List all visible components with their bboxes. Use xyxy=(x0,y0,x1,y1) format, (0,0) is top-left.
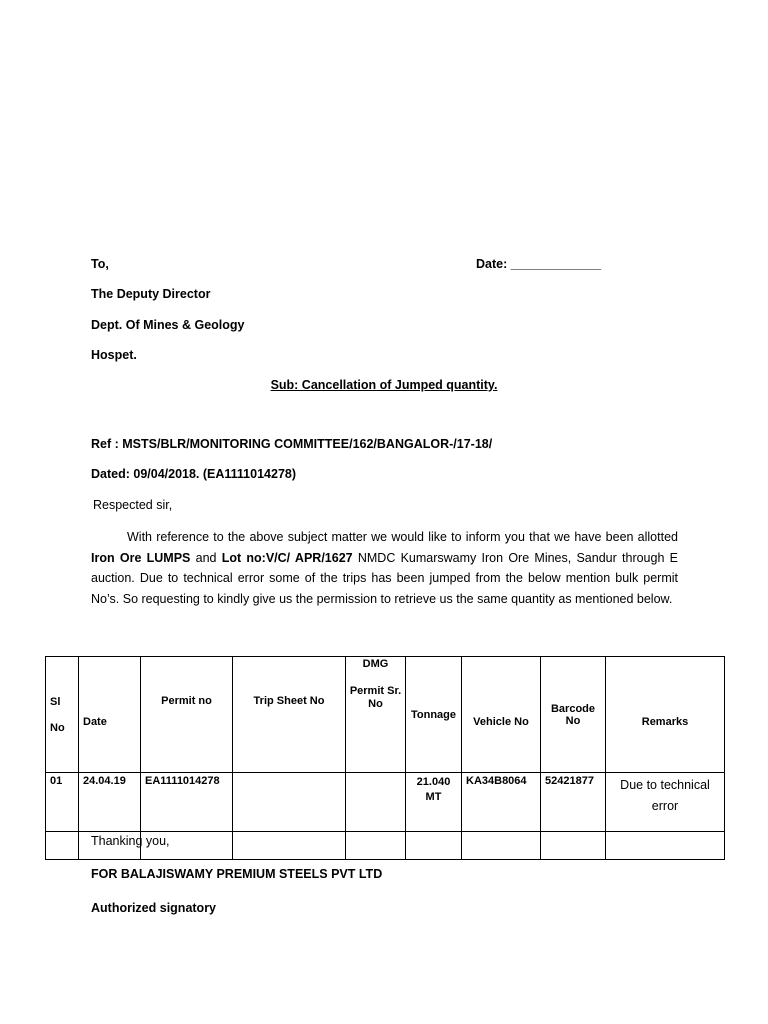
header-dmg xyxy=(346,657,406,773)
date-field: Date: _____________ xyxy=(476,257,602,271)
body-text-3: NMDC Kumarswamy Iron Ore Mines, Sandur through E auction. Due to technical error some of the trips has been jumped from the below mention bulk permit No’s. So requesting to kindly give us the permission to retrieve us the same quantity as mentioned below. xyxy=(91,550,678,606)
cell-remarks: Due to technical error xyxy=(606,773,725,832)
recipient: The Deputy Director xyxy=(91,287,211,301)
header-dmg-2: Permit Sr. No xyxy=(349,685,402,710)
cell-permit-no: EA1111014278 xyxy=(141,773,233,832)
to-label: To, xyxy=(91,257,109,271)
permit-table xyxy=(45,656,725,860)
header-tonnage: Tonnage xyxy=(406,657,462,773)
cell-trip-sheet xyxy=(233,773,346,832)
cell-vehicle: KA34B8064 xyxy=(462,773,541,832)
signatory: Authorized signatory xyxy=(91,901,217,915)
table-header-row xyxy=(46,657,725,773)
cell-sl: 01 xyxy=(46,773,79,832)
body-paragraph xyxy=(91,527,678,609)
salutation: Respected sir, xyxy=(93,498,173,512)
body-text-1: With reference to the above subject matter we would like to inform you that we have been allotted xyxy=(127,530,678,544)
subject-line: Sub: Cancellation of Jumped quantity. xyxy=(270,378,498,392)
cell-date: 24.04.19 xyxy=(79,773,141,832)
header-trip-sheet: Trip Sheet No xyxy=(233,657,346,773)
cell-tonnage: 21.040 MT xyxy=(406,773,462,832)
header-sl-1: Sl xyxy=(50,695,61,708)
company-name: FOR BALAJISWAMY PREMIUM STEELS PVT LTD xyxy=(91,867,383,881)
header-dmg-1: DMG xyxy=(362,658,389,670)
header-date: Date xyxy=(79,657,141,773)
city: Hospet. xyxy=(91,348,137,362)
cell-dmg xyxy=(346,773,406,832)
body-bold-lot: Lot no:V/C/ APR/1627 xyxy=(221,550,353,565)
header-sl-2: No xyxy=(50,721,65,734)
department: Dept. Of Mines & Geology xyxy=(91,318,245,332)
header-vehicle: Vehicle No xyxy=(462,657,541,773)
table-row xyxy=(46,773,725,832)
cell-barcode: 52421877 xyxy=(541,773,606,832)
body-bold-ore: Iron Ore LUMPS xyxy=(91,550,191,565)
header-sl xyxy=(46,657,79,773)
closing: Thanking you, xyxy=(91,834,170,848)
header-permit-no: Permit no xyxy=(141,657,233,773)
body-text-2: and xyxy=(190,550,222,565)
reference-line: Ref : MSTS/BLR/MONITORING COMMITTEE/162/BANGALOR-/17-18/ xyxy=(91,437,493,451)
dated-line: Dated: 09/04/2018. (EA1111014278) xyxy=(91,467,297,481)
header-remarks: Remarks xyxy=(606,657,725,773)
header-barcode: Barcode No xyxy=(541,657,606,773)
